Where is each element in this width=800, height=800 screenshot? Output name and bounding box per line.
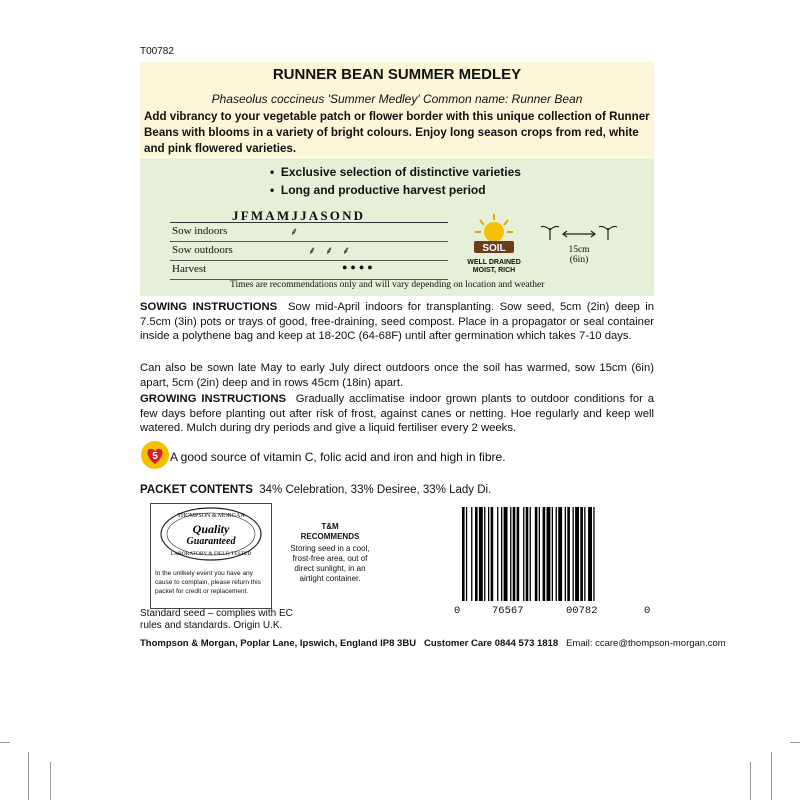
intro-text: Add vibrancy to your vegetable patch or flower border with this unique collection of Runner Beans with blooms in a variety of bright colours. Enjoy long season crops from red, white and pink flowered varieties. xyxy=(144,110,650,155)
barcode-bar xyxy=(552,507,553,601)
tm-subheading: RECOMMENDS xyxy=(300,532,360,541)
barcode-bar xyxy=(526,507,529,601)
feature-bullet: • Exclusive selection of distinctive varieties xyxy=(270,165,521,179)
footer xyxy=(140,638,726,649)
calendar-row xyxy=(170,242,448,261)
barcode-bar xyxy=(517,507,520,601)
soil-type-1: WELL DRAINED xyxy=(467,259,521,266)
soil-word: SOIL xyxy=(482,243,506,254)
barcode-bars xyxy=(448,505,653,603)
barcode-digits: 00782 xyxy=(566,605,598,617)
barcode-bar xyxy=(484,507,485,601)
quality-seal xyxy=(151,504,271,564)
calendar-row-label: Sow outdoors xyxy=(172,244,233,256)
calendar-note: Times are recommendations only and will vary depending on location and weather xyxy=(230,280,545,290)
barcode-bar xyxy=(501,507,502,601)
sow-outdoors-marks: ⸙ ⸙ ⸙ xyxy=(308,245,354,257)
product-title: RUNNER BEAN SUMMER MEDLEY xyxy=(272,66,522,83)
barcode-bar xyxy=(565,507,566,601)
heart-five-icon xyxy=(140,440,170,470)
sowing-heading: SOWING INSTRUCTIONS xyxy=(140,301,278,313)
barcode-bar xyxy=(573,507,574,601)
barcode xyxy=(448,505,653,617)
barcode-bar xyxy=(556,507,557,601)
sowing-instructions xyxy=(140,300,654,344)
barcode-bar xyxy=(530,507,531,601)
growing-heading: GROWING INSTRUCTIONS xyxy=(140,393,287,405)
standard-seed-note xyxy=(140,608,293,632)
barcode-bar xyxy=(475,507,478,601)
botanical-name: Phaseolus coccineus 'Summer Medley' Common name: Runner Bean xyxy=(211,92,583,106)
packet-contents xyxy=(140,484,491,496)
barcode-bar xyxy=(584,507,585,601)
harvest-marks: ●●●● xyxy=(342,262,376,272)
calendar-months: JFMAMJJASOND xyxy=(232,208,366,223)
barcode-bar xyxy=(580,507,583,601)
plant-spacing-icon xyxy=(536,220,622,242)
barcode-bar xyxy=(539,507,540,601)
barcode-bar xyxy=(547,507,551,601)
spacing-diagram xyxy=(536,220,622,265)
customer-care-phone: 0844 573 1818 xyxy=(494,638,559,649)
five-number: 5 xyxy=(152,451,158,462)
soil-type-2: MOIST, RICH xyxy=(472,267,516,274)
barcode-digit: 0 xyxy=(644,605,651,617)
growing-text: Gradually acclimatise indoor grown plants to outdoor conditions for a few days before planting out after risk of frost, against canes or netting. Hoe regularly and keep well watered. Mulch during dry periods and give a liquid fertiliser every 2 weeks. xyxy=(140,393,654,434)
email-label: Email: xyxy=(566,638,593,649)
sun-soil-icon xyxy=(466,212,522,254)
standard-line: Standard seed – complies with EC xyxy=(140,608,293,619)
barcode-bar xyxy=(488,507,489,601)
tm-text: Storing seed in a cool, frost-free area, out of direct sunlight, in an airtight container. xyxy=(290,544,370,583)
calendar-row-label: Harvest xyxy=(172,263,207,275)
growing-instructions xyxy=(140,392,654,436)
standard-line: rules and standards. Origin U.K. xyxy=(140,620,283,631)
soil-badge xyxy=(466,212,522,275)
company-address: Thompson & Morgan, Poplar Lane, Ipswich, England IP8 3BU xyxy=(140,638,417,649)
storage-recommendation xyxy=(290,522,370,584)
tm-heading: T&M xyxy=(321,522,339,531)
barcode-digit: 0 xyxy=(454,605,461,617)
calendar-row xyxy=(170,261,448,280)
sowing-outdoors-text: Can also be sown late May to early July direct outdoors once the soil has warmed, sow 15cm (6in) apart, 5cm (2in) deep and in rows 45cm (18in) apart. xyxy=(140,362,654,389)
barcode-bar xyxy=(466,507,467,601)
barcode-bar xyxy=(471,507,472,601)
spacing-cm: 15cm xyxy=(568,245,590,255)
barcode-bar xyxy=(558,507,562,601)
barcode-bar xyxy=(588,507,592,601)
barcode-bar xyxy=(567,507,570,601)
barcode-bar xyxy=(513,507,516,601)
sow-indoors-marks: ⸙ xyxy=(290,226,302,238)
seal-bottom-text: LABORATORY & FIELD TESTED xyxy=(170,551,252,557)
calendar-row xyxy=(170,223,448,242)
quality-guarantee-box xyxy=(150,503,272,609)
spacing-in: (6in) xyxy=(569,255,589,265)
barcode-bar xyxy=(462,507,465,601)
barcode-bar xyxy=(523,507,524,601)
packet-heading: PACKET CONTENTS xyxy=(140,484,253,496)
barcode-digits: 76567 xyxy=(492,605,524,617)
sowing-calendar xyxy=(170,222,448,280)
barcode-bar xyxy=(535,507,538,601)
nutrition-text: A good source of vitamin C, folic acid and iron and high in fibre. xyxy=(170,450,506,464)
barcode-bar xyxy=(491,507,494,601)
five-a-day-badge xyxy=(140,440,170,475)
barcode-bar xyxy=(593,507,594,601)
barcode-bar xyxy=(510,507,511,601)
email-address[interactable]: ccare@thompson-morgan.com xyxy=(595,638,726,649)
seal-quality: Quality xyxy=(192,522,230,536)
sowing-text: Sow mid-April indoors for transplanting. Sow seed, 5cm (2in) deep in 7.5cm (3in) pots or trays of good, free-draining, seed compost. Place in a propagator or seal container inside a polythene bag and keep at 18-20C (64-68F) until after germination which takes 7-10 days. xyxy=(140,301,655,342)
calendar-row-label: Sow indoors xyxy=(172,225,228,237)
guarantee-note: In the unlikely event you have any cause to complain, please return this packet for credit or replacement. xyxy=(155,570,261,595)
seal-guaranteed: Guaranteed xyxy=(186,536,236,547)
customer-care-label: Customer Care xyxy=(423,638,493,649)
packet-text: 34% Celebration, 33% Desiree, 33% Lady Di. xyxy=(259,484,492,496)
barcode-bar xyxy=(504,507,508,601)
barcode-bar xyxy=(543,507,546,601)
product-code: T00782 xyxy=(140,46,174,57)
feature-bullet: • Long and productive harvest period xyxy=(270,183,486,197)
seal-top-text: THOMPSON & MORGAN xyxy=(177,513,245,519)
barcode-bar xyxy=(575,507,579,601)
barcode-bar xyxy=(497,507,498,601)
barcode-bar xyxy=(479,507,483,601)
